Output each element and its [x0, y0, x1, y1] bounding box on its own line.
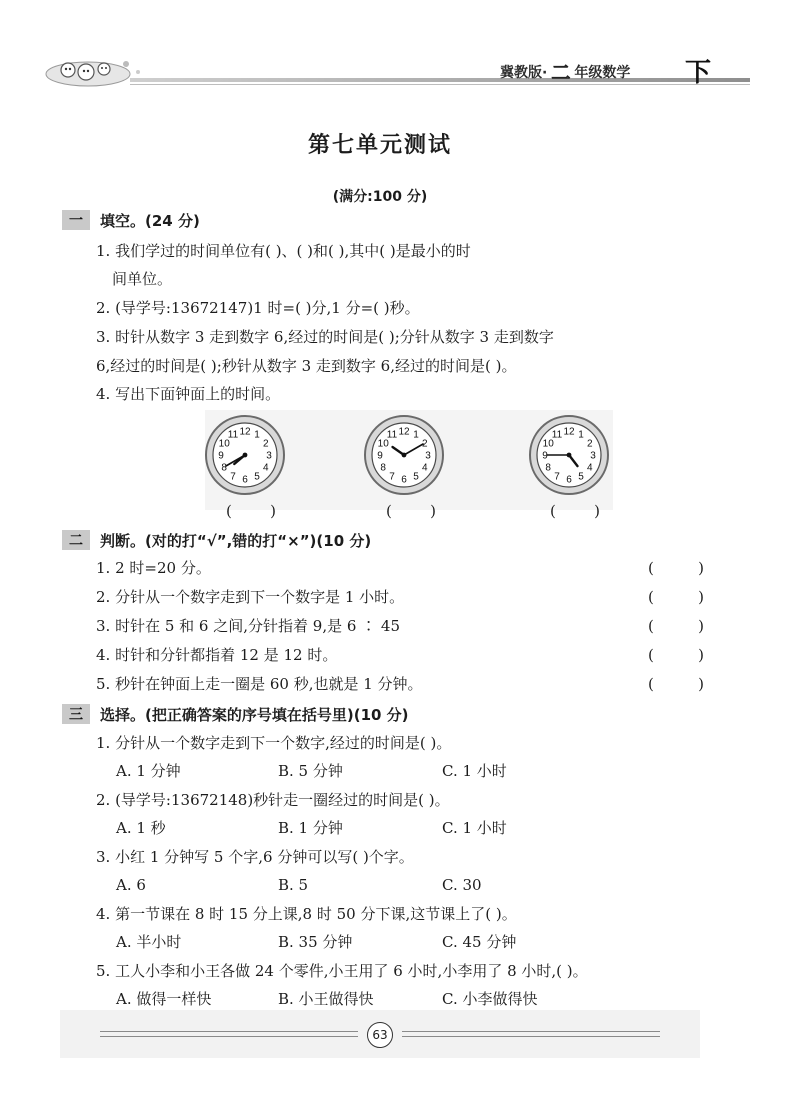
question-line: 2. (导学号:13672147)1 时=( )分,1 分=( )秒。: [96, 299, 420, 317]
option-c[interactable]: C. 1 小时: [442, 819, 507, 837]
answer-blank[interactable]: [648, 586, 704, 608]
paren-open: (: [648, 588, 654, 606]
clock-number: 4: [263, 462, 269, 474]
grade-big-text: 二: [551, 62, 571, 84]
clock-number: 3: [266, 450, 272, 462]
header-band: [130, 78, 750, 82]
option-a[interactable]: A. 1 分钟: [116, 762, 181, 780]
option-a[interactable]: A. 半小时: [116, 933, 182, 951]
header-band-thin: [130, 84, 750, 85]
answer-blank[interactable]: [648, 557, 704, 579]
option-a[interactable]: A. 1 秒: [116, 819, 166, 837]
footer-rule: [100, 1031, 358, 1032]
full-score: (满分:100 分): [332, 189, 428, 205]
clock-face-3: [527, 413, 611, 497]
question-line: 间单位。: [112, 270, 173, 288]
page-title: 第七单元测试: [307, 133, 452, 158]
clock-number: 2: [587, 438, 593, 450]
option-b[interactable]: B. 5: [278, 876, 309, 894]
footer-rule: [100, 1036, 358, 1037]
paren-open: (: [648, 617, 654, 635]
clock-number: 12: [239, 426, 251, 438]
footer-rule: [402, 1031, 660, 1032]
answer-blank[interactable]: [648, 644, 704, 666]
paren-close: ): [698, 646, 704, 664]
option-c[interactable]: C. 45 分钟: [442, 933, 517, 951]
paren-open: (: [648, 675, 654, 693]
paren-open: (: [648, 646, 654, 664]
clock-center: [402, 453, 407, 458]
answer-blank[interactable]: [648, 673, 704, 695]
clock-number: 9: [218, 450, 224, 462]
option-b[interactable]: B. 35 分钟: [278, 933, 353, 951]
clock-icon: [362, 413, 446, 497]
clock-icon: [527, 413, 611, 497]
judge-item: 3. 时针在 5 和 6 之间,分针指着 9,是 6 ∶ 45: [96, 617, 401, 635]
clock-icon: [203, 413, 287, 497]
clock-number: 9: [542, 450, 548, 462]
choice-question: 3. 小红 1 分钟写 5 个字,6 分钟可以写( )个字。: [96, 848, 414, 866]
clock-number: 8: [545, 462, 551, 474]
paren-close: ): [698, 617, 704, 635]
question-line: 1. 我们学过的时间单位有( )、( )和( ),其中( )是最小的时: [96, 242, 471, 260]
option-b[interactable]: B. 小王做得快: [278, 990, 374, 1008]
clock-face-2: [362, 413, 446, 497]
judge-item: 2. 分针从一个数字走到下一个数字是 1 小时。: [96, 588, 405, 606]
clock-number: 2: [263, 438, 269, 450]
clock-number: 7: [554, 471, 560, 483]
clock-number: 11: [386, 429, 398, 441]
clock-center: [567, 453, 572, 458]
choice-question: 4. 第一节课在 8 时 15 分上课,8 时 50 分下课,这节课上了( )。: [96, 905, 517, 923]
choice-question: 5. 工人小李和小王各做 24 个零件,小王用了 6 小时,小李用了 8 小时,( )。: [96, 962, 588, 980]
clock-number: 3: [425, 450, 431, 462]
clock-number: 9: [377, 450, 383, 462]
paren-close: ): [430, 502, 436, 520]
section-number: 三: [62, 704, 90, 724]
question-line: 4. 写出下面钟面上的时间。: [96, 385, 281, 403]
series-text: 冀教版·: [500, 64, 548, 81]
paren-close: ): [594, 502, 600, 520]
section-1-header: [62, 208, 200, 232]
clock-answer-3: [550, 502, 600, 520]
option-b[interactable]: B. 5 分钟: [278, 762, 343, 780]
clock-number: 11: [551, 429, 563, 441]
option-a[interactable]: A. 6: [116, 876, 146, 894]
series-label: [500, 58, 630, 85]
clock-number: 7: [230, 471, 236, 483]
section-2-header: [62, 528, 371, 552]
choice-question: 2. (导学号:13672148)秒针走一圈经过的时间是( )。: [96, 791, 450, 809]
answer-blank[interactable]: [648, 615, 704, 637]
clock-answer-1: [226, 502, 276, 520]
page-header: [30, 40, 770, 100]
clock-number: 5: [413, 471, 419, 483]
clock-number: 6: [566, 474, 572, 486]
clock-number: 10: [218, 438, 230, 450]
clock-number: 4: [587, 462, 593, 474]
section-number: 一: [62, 210, 90, 230]
clock-number: 3: [590, 450, 596, 462]
clock-number: 5: [254, 471, 260, 483]
judge-item: 1. 2 时=20 分。: [96, 559, 211, 577]
paren-close: ): [698, 559, 704, 577]
clock-number: 8: [221, 462, 227, 474]
section-number: 二: [62, 530, 90, 550]
option-c[interactable]: C. 1 小时: [442, 762, 507, 780]
paren-open: (: [226, 502, 232, 520]
section-title: 填空。(24 分): [100, 211, 200, 230]
paren-close: ): [270, 502, 276, 520]
clock-center: [243, 453, 248, 458]
paren-open: (: [550, 502, 556, 520]
choice-question: 1. 分针从一个数字走到下一个数字,经过的时间是( )。: [96, 734, 452, 752]
clock-number: 7: [389, 471, 395, 483]
clock-number: 1: [578, 429, 584, 441]
paren-open: (: [386, 502, 392, 520]
section-3-header: [62, 702, 409, 726]
clock-number: 10: [542, 438, 554, 450]
clock-number: 2: [422, 438, 428, 450]
footer-rule: [402, 1036, 660, 1037]
clock-number: 11: [227, 429, 239, 441]
clock-number: 4: [422, 462, 428, 474]
clock-number: 8: [380, 462, 386, 474]
option-a[interactable]: A. 做得一样快: [116, 990, 212, 1008]
question-line: 3. 时针从数字 3 走到数字 6,经过的时间是( );分针从数字 3 走到数字: [96, 328, 554, 346]
clock-number: 12: [398, 426, 410, 438]
clock-number: 10: [377, 438, 389, 450]
option-c[interactable]: C. 小李做得快: [442, 990, 538, 1008]
clock-number: 6: [401, 474, 407, 486]
option-b[interactable]: B. 1 分钟: [278, 819, 343, 837]
section-title: 判断。(对的打“√”,错的打“×”)(10 分): [100, 531, 372, 550]
paren-close: ): [698, 588, 704, 606]
judge-item: 4. 时针和分针都指着 12 是 12 时。: [96, 646, 338, 664]
clock-face-1: [203, 413, 287, 497]
clock-number: 1: [254, 429, 260, 441]
clock-number: 12: [563, 426, 575, 438]
paren-close: ): [698, 675, 704, 693]
volume-label: 下: [685, 58, 712, 88]
clock-number: 6: [242, 474, 248, 486]
option-c[interactable]: C. 30: [442, 876, 482, 894]
judge-item: 5. 秒针在钟面上走一圈是 60 秒,也就是 1 分钟。: [96, 675, 423, 693]
clock-answer-2: [386, 502, 436, 520]
clock-number: 1: [413, 429, 419, 441]
clock-number: 5: [578, 471, 584, 483]
question-line: 6,经过的时间是( );秒针从数字 3 走到数字 6,经过的时间是( )。: [96, 357, 517, 375]
grade-text: 年级数学: [574, 64, 631, 81]
page-number: 63: [367, 1022, 393, 1048]
section-title: 选择。(把正确答案的序号填在括号里)(10 分): [100, 705, 409, 724]
paren-open: (: [648, 559, 654, 577]
